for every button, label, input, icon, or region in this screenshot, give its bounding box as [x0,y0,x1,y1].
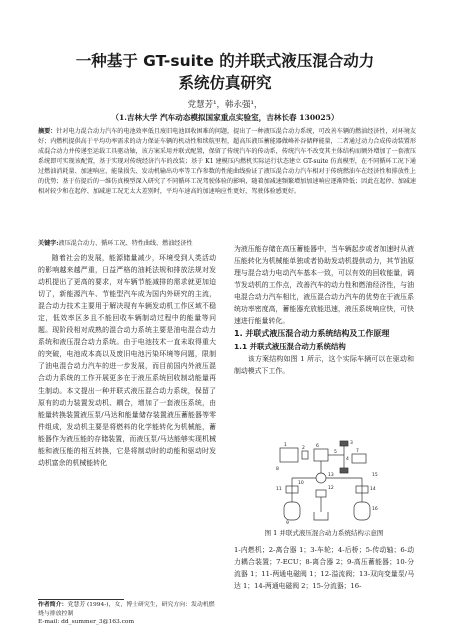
low-pressure-accumulator [354,502,370,520]
figure-callout-16: 16 [372,507,378,512]
affiliation: （1.吉林大学 汽车动态模拟国家重点实验室，吉林长春 130025） [111,113,339,122]
author-footnote [38,601,218,627]
keywords-label: 关键字: [38,240,59,247]
title-line-1: 一种基于 GT-suite 的并联式液压混合动力 [75,52,375,70]
figure-callout-14: 14 [370,487,376,492]
footnote-email: E-mail: dd_summer_3@163.com [38,619,135,625]
figure-callout-1: 1 [284,443,287,448]
abstract [38,127,416,197]
figure-callout-4: 4 [346,457,349,462]
ecu-box [352,454,366,463]
figure-caption: 图 1 并联式液压混合动力系统结构示意图 [264,529,384,537]
title-line-2: 系统仿真研究 [178,74,272,92]
section-1-heading: 1. 并联式液压混合动力系统结构及工作原理 [234,329,390,339]
engine-block [280,448,298,462]
left-column [38,252,216,469]
figure-legend: 1-内燃机；2-离合器 1；3-车轮；4-后桥；5-传动轴；6-动力耦合装置；7-ECU；8-离合器 2；9-高压蓄能器；10-分流器 1；11-两通电磁阀 1；12-溢流阀；13-双向变量泵/马达 1；14-两通电磁阀 2；15-分流器；16- [234,546,414,590]
abstract-label: 摘要： [38,128,57,135]
figure-callout-7: 7 [356,449,359,454]
pump-motor [316,473,326,483]
oil-tank [314,512,328,520]
wheel-bottom [340,468,348,473]
figure-callout-10: 10 [298,481,304,486]
relief-valve [316,490,326,497]
right-column [234,243,414,377]
intro-paragraph: 随着社会的发展，能源储量减少，环境受到人类活动的影响越来越严重，日益严格的油耗法规和排放法规对发动机提出了更高的要求，对车辆节能减排的需求就更加迫切了，新能源汽车、节能型汽车成为国内外研究的主流，混合动力技术主要用于解决现有车辆发动机工作区域不稳定，低效率区多且不能回收车辆制动过程中的能量等问题。现阶段相对成熟的混合动力系统主要是油电混合动力系统和液压混合动力系统。由于电池技术一直未取得重大的突破，电池成本高以及废旧电池污染环境等问题，限制了油电混合动力汽车的进一步发展，而目前国内外液压混合动力系统的工作开展更多在于液压系统回收制动能量再生制动。本文提出一种并联式液压混合动力系统，保留了原有的动力装置发动机、耦合，增加了一套液压系统，由能量转换装置液压泵/马达和能量储存装置液压蓄能器等零件组成，发动机主要是将燃料的化学能转化为机械能，蓄能器作为液压能的存储装置，而液压泵/马达能够实现机械能和液压能的相互转换，它是将制动时的动能和驱动时发动机富余的机械能转化 [38,254,216,467]
paper-title [30,50,420,94]
keywords-text: 液压混合动力、循环工况、特性曲线、燃油经济性 [58,240,193,247]
subsection-1-1-text: 该方案结构如图 1 所示，这个实际车辆可以在驱动和制动模式下工作。 [234,355,414,376]
figure-callout-15: 15 [372,473,378,478]
wheel-top [340,441,348,446]
system-structure-diagram [232,440,416,525]
figure-callout-11: 11 [276,487,282,492]
figure-callout-2: 2 [302,446,305,451]
footnote-text: 党慧芳 (1994-)，女，博士研究生，研究方向：发动机燃烧与排放控制 [38,602,215,617]
footnote-rule [38,599,124,600]
power-coupling [314,449,328,461]
subsection-1-1-heading: 1.1 并联式液压混合动力系统结构 [234,342,346,352]
figure-callout-8: 8 [276,467,279,472]
high-pressure-accumulator [284,502,300,520]
figure-callout-12: 12 [328,486,334,491]
clutch-1 [302,451,308,459]
figure-callout-6: 6 [316,444,319,449]
figure-callout-3: 3 [350,441,353,446]
figure-callout-13: 13 [328,473,334,478]
figure-callout-9: 9 [286,521,289,525]
abstract-text: 针对电力混合动力汽车的电池效率低且废旧电池回收困难的问题，提出了一种液压混合动力系统，可改善车辆的燃油经济性，对环境友好；内燃机提供高于平均功率需求的动力保证车辆的机动性和续航里程，超高压液压蓄能器做峰补谷储释能量，二者通过动力合成传动装置形成混合动力并传递至运载工具驱动轴，该方案采用并联式配置，保留了传统汽车的传动系，传统汽车不改变其主体结构而额外增加了一套液压系统即可实现该配置，基于实现对传统经济汽车的改装；基于 K1 建模压内燃机实际运行状态建立 GT-suite 仿真模型，在不同循环工况下通过燃油消耗量、加速响应、能量损失、发动机输出功率等工作参数的性能曲线验证了液压混合动力汽车相对于传统燃油车在经济性和排放性上的优势；基于仿提后的一维仿真模型深入研究了不同循环工况驾驶体验的影响，随着加减速频繁增加加速响应逐渐降低；因此在起停、加减速相对较少和在起停、加减速工况无太大差别时，平均车速高的加速响应性更好，驾驶体验感更好。 [38,128,417,195]
figure-callout-5: 5 [334,450,337,455]
author-list: 党慧芳¹，韩永强¹， [187,100,263,110]
intro-continuation: 为液压能存储在高压蓄能器中，当车辆起步或者加速时从液压能转化为机械能单独或者协助发动机提供动力，其节油原理与混合动力电动汽车基本一致，可以有效的回收能量，调节发动机的工作点，改善汽车的动力性和燃油经济性，与油电混合动力汽车相比，液压混合动力汽车的优势在于液压系统功率密度高，蓄能器充放能迅速，液压系统响应快，可快速进行能量转化。 [234,245,414,326]
footnote-label: 作者简介： [38,601,68,608]
